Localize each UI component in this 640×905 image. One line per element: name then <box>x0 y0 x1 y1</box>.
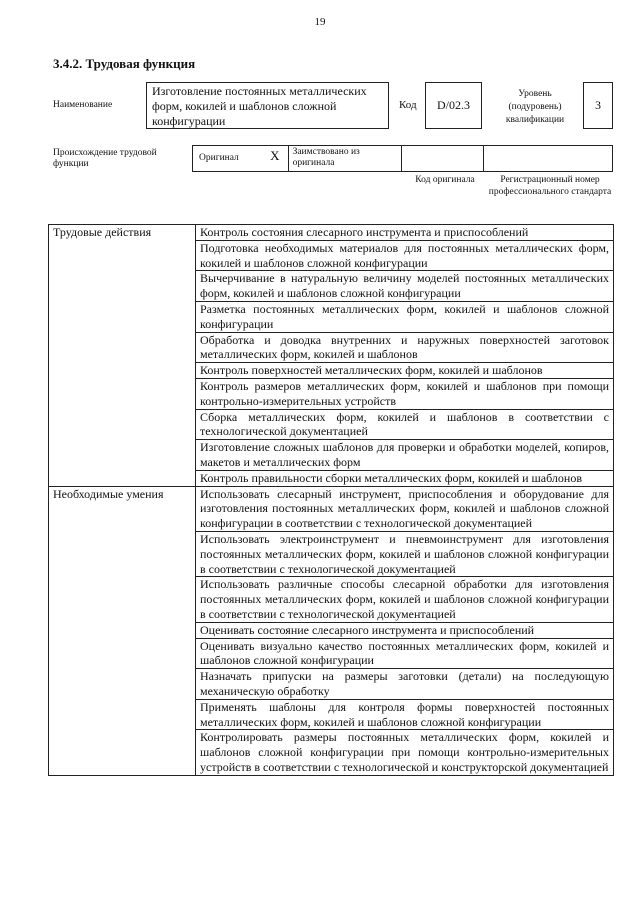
code-label: Код <box>399 99 417 111</box>
original-label: Оригинал <box>199 153 239 163</box>
table-row <box>49 225 614 241</box>
labor-action-item: Подготовка необходимых материалов для постоянных металлических форм, кокилей и шаблонов сложной конфигурации <box>196 240 614 271</box>
qualification-level-label: Уровень (подуровень) квалификации <box>505 89 565 125</box>
function-code-box: D/02.3 <box>425 82 482 129</box>
labor-actions-label: Трудовые действия <box>49 225 196 487</box>
origin-registration-cell <box>484 146 612 171</box>
qualification-level-box: 3 <box>583 82 613 129</box>
labor-action-item: Разметка постоянных металлических форм, кокилей и шаблонов сложной конфигурации <box>196 301 614 332</box>
origin-code-cell <box>402 146 484 171</box>
required-skill-item: Назначать припуски на размеры заготовки (детали) на последующую механическую обработку <box>196 669 614 700</box>
function-details-table <box>48 224 614 776</box>
required-skill-item: Использовать различные способы слесарной обработки для изготовления постоянных металлических форм, кокилей и шаблонов сложной конфигурации в соответствии с технологической документацией <box>196 577 614 622</box>
required-skill-item: Контролировать размеры постоянных металлических форм, кокилей и шаблонов сложной конфигурации при помощи контрольно-измерительных устройств в соответствии с технологической и конструкторской документацией <box>196 730 614 775</box>
page-number: 19 <box>314 16 326 28</box>
code-original-caption: Код оригинала <box>415 175 475 185</box>
required-skill-item: Использовать электроинструмент и пневмоинструмент для изготовления постоянных металлических форм, кокилей и шаблонов сложной конфигурации в соответствии с технологической документацией <box>196 531 614 576</box>
registration-number-caption: Регистрационный номер профессионального стандарта <box>488 175 612 197</box>
labor-action-item: Вычерчивание в натуральную величину моделей постоянных металлических форм, кокилей и шаблонов сложной конфигурации <box>196 271 614 302</box>
labor-action-item: Изготовление сложных шаблонов для проверки и обработки моделей, копиров, макетов и металлических форм <box>196 440 614 471</box>
origin-row <box>192 145 613 172</box>
labor-action-item: Обработка и доводка внутренних и наружных поверхностей заготовок металлических форм, кокилей и шаблонов <box>196 332 614 363</box>
function-name-box: Изготовление постоянных металлических форм, кокилей и шаблонов сложной конфигурации <box>146 82 389 129</box>
name-label: Наименование <box>53 100 113 110</box>
origin-label: Происхождение трудовой функции <box>53 148 157 169</box>
required-skills-label: Необходимые умения <box>49 486 196 775</box>
required-skill-item: Использовать слесарный инструмент, приспособления и оборудование для изготовления постоянных металлических форм, кокилей и шаблонов сложной конфигурации в соответствии с технологической документацией <box>196 486 614 531</box>
origin-original-cell <box>193 146 289 171</box>
labor-action-item: Контроль состояния слесарного инструмента и приспособлений <box>196 225 614 241</box>
labor-action-item: Сборка металлических форм, кокилей и шаблонов в соответствии с технологической документацией <box>196 409 614 440</box>
labor-action-item: Контроль размеров металлических форм, кокилей и шаблонов при помощи контрольно-измерительных устройств <box>196 378 614 409</box>
original-mark: X <box>270 148 280 163</box>
origin-borrowed-cell: Заимствовано из оригинала <box>289 146 402 171</box>
required-skill-item: Применять шаблоны для контроля формы поверхностей постоянных металлических форм, кокилей и шаблонов сложной конфигурации <box>196 699 614 730</box>
labor-action-item: Контроль поверхностей металлических форм, кокилей и шаблонов <box>196 363 614 379</box>
labor-action-item: Контроль правильности сборки металлических форм, кокилей и шаблонов <box>196 470 614 486</box>
section-title: 3.4.2. Трудовая функция <box>53 56 196 71</box>
required-skill-item: Оценивать состояние слесарного инструмента и приспособлений <box>196 622 614 638</box>
table-row <box>49 486 614 531</box>
required-skill-item: Оценивать визуально качество постоянных металлических форм, кокилей и шаблонов сложной конфигурации <box>196 638 614 669</box>
